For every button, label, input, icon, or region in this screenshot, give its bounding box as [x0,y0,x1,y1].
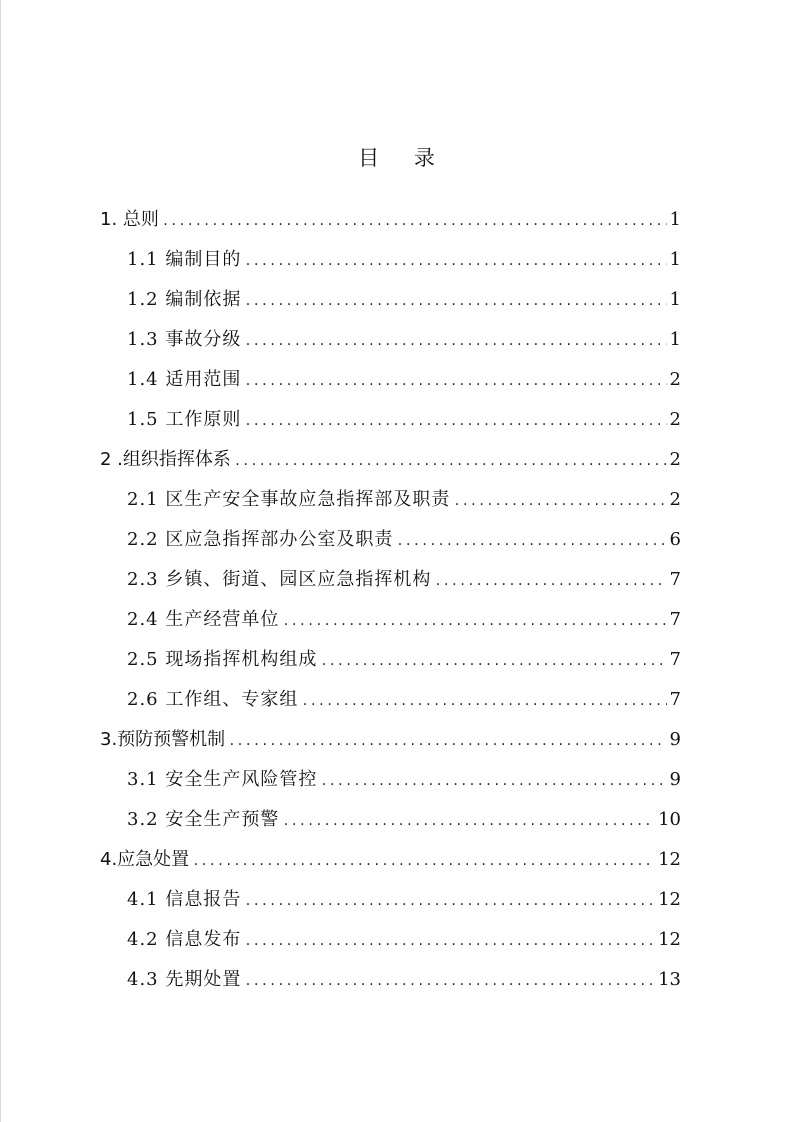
dot-leader [244,961,655,1001]
toc-entry-label: 4.2 信息发布 [127,929,242,950]
toc-entry-page: 6 [669,529,681,550]
dot-leader [244,361,666,401]
toc-entry-page: 13 [658,969,681,990]
dot-leader [453,481,666,521]
dot-leader [244,281,666,321]
toc-entry-page: 12 [658,849,681,870]
toc-entry-3-1[interactable] [0,760,793,800]
dot-leader [282,801,655,841]
toc-entry-4-1[interactable] [0,880,793,920]
dot-leader [162,201,667,241]
dot-leader [396,521,666,561]
toc-entry-label: 2.6 工作组、专家组 [127,689,299,710]
toc-entry-page: 12 [658,929,681,950]
toc-entry-page: 1 [669,209,681,230]
toc-entry-2-6[interactable] [0,680,793,720]
toc-entry-label: 2 .组织指挥体系 [100,449,231,470]
toc-entry-label: 2.5 现场指挥机构组成 [127,649,318,670]
toc-entry-2-1[interactable] [0,480,793,520]
toc-entry-label: 4.3 先期处置 [127,969,242,990]
dot-leader [244,241,666,281]
toc-entry-label: 2.4 生产经营单位 [127,609,280,630]
dot-leader [320,641,666,681]
toc-entry-3[interactable] [0,720,793,760]
toc-entry-page: 12 [658,889,681,910]
toc-entry-2-3[interactable] [0,560,793,600]
dot-leader [244,881,655,921]
toc-entry-label: 3.1 安全生产风险管控 [127,769,318,790]
toc-entry-page: 2 [669,449,681,470]
dot-leader [244,401,666,441]
dot-leader [228,721,666,761]
toc-entry-1-2[interactable] [0,280,793,320]
dot-leader [234,441,667,481]
toc-entry-2-2[interactable] [0,520,793,560]
toc-entry-4-2[interactable] [0,920,793,960]
toc-entry-2-5[interactable] [0,640,793,680]
toc-entry-label: 1. 总则 [100,209,159,230]
dot-leader [244,921,655,961]
toc-entry-label: 3.2 安全生产预警 [127,809,280,830]
toc-entry-1[interactable] [0,200,793,240]
toc-entry-page: 7 [669,609,681,630]
toc-entry-1-1[interactable] [0,240,793,280]
toc-entry-1-5[interactable] [0,400,793,440]
toc-entry-1-3[interactable] [0,320,793,360]
dot-leader [320,761,666,801]
toc-entry-page: 9 [669,729,681,750]
dot-leader [434,561,666,601]
toc-entry-page: 2 [669,489,681,510]
dot-leader [244,321,666,361]
dot-leader [301,681,666,721]
toc-entry-label: 4.应急处置 [100,849,190,870]
toc-entry-label: 1.4 适用范围 [127,369,242,390]
toc-entry-3-2[interactable] [0,800,793,840]
toc-entry-page: 2 [669,409,681,430]
toc-entry-page: 7 [669,569,681,590]
toc-entry-page: 7 [669,649,681,670]
toc-entry-page: 1 [669,289,681,310]
toc-entry-4-3[interactable] [0,960,793,1000]
toc-entry-page: 7 [669,689,681,710]
toc-entry-4[interactable] [0,840,793,880]
toc-entry-page: 9 [669,769,681,790]
toc-entry-label: 1.1 编制目的 [127,249,242,270]
toc-entry-label: 2.2 区应急指挥部办公室及职责 [127,529,394,550]
toc-title: 目 录 [358,146,449,170]
toc-entry-label: 1.3 事故分级 [127,329,242,350]
toc-entry-page: 2 [669,369,681,390]
toc-entry-label: 2.1 区生产安全事故应急指挥部及职责 [127,489,451,510]
dot-leader [192,841,655,881]
toc-entry-label: 1.5 工作原则 [127,409,242,430]
toc-entry-page: 1 [669,329,681,350]
toc-entry-2[interactable] [0,440,793,480]
table-of-contents [0,200,793,1000]
toc-entry-page: 1 [669,249,681,270]
dot-leader [282,601,666,641]
toc-entry-2-4[interactable] [0,600,793,640]
toc-entry-label: 4.1 信息报告 [127,889,242,910]
toc-entry-label: 3.预防预警机制 [100,729,226,750]
toc-entry-label: 1.2 编制依据 [127,289,242,310]
toc-entry-1-4[interactable] [0,360,793,400]
toc-entry-label: 2.3 乡镇、街道、园区应急指挥机构 [127,569,432,590]
toc-entry-page: 10 [658,809,681,830]
